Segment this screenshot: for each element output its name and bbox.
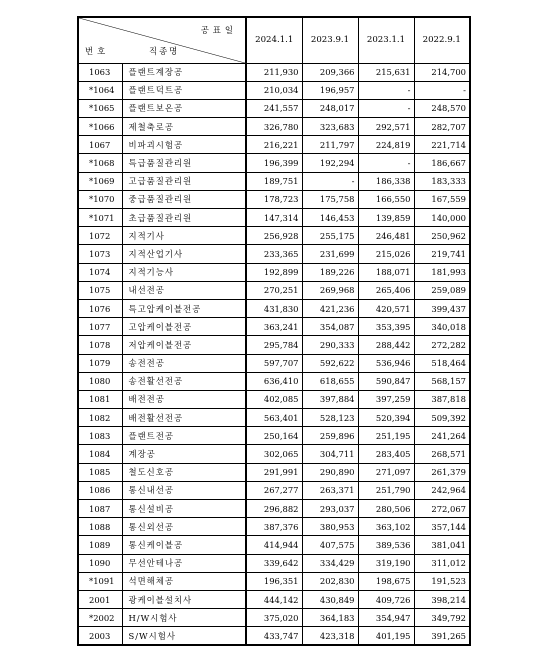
job-name-cell: 초급품질관리원 — [122, 209, 246, 227]
job-code-cell: 1090 — [78, 554, 122, 572]
table-row — [78, 154, 470, 172]
table-row — [78, 445, 470, 463]
wage-value-cell: 224,819 — [358, 136, 414, 154]
wage-value-cell: 304,711 — [302, 445, 358, 463]
job-name-cell: 통신내선공 — [122, 481, 246, 499]
wage-value-cell: 292,571 — [358, 118, 414, 136]
table-row — [78, 172, 470, 190]
wage-value-cell: 349,792 — [414, 609, 470, 627]
wage-value-cell: 251,195 — [358, 427, 414, 445]
wage-value-cell: 326,780 — [246, 118, 302, 136]
job-name-cell: 특급품질관리원 — [122, 154, 246, 172]
table-row — [78, 518, 470, 536]
wage-value-cell: 139,859 — [358, 209, 414, 227]
job-name-cell: 고압케이블전공 — [122, 318, 246, 336]
wage-value-cell: 339,642 — [246, 554, 302, 572]
job-code-cell: 1084 — [78, 445, 122, 463]
wage-value-cell: 221,714 — [414, 136, 470, 154]
job-name-cell: 플랜트보온공 — [122, 99, 246, 117]
job-code-cell: 1076 — [78, 299, 122, 317]
wage-value-cell: 250,962 — [414, 227, 470, 245]
wage-value-cell: 290,333 — [302, 336, 358, 354]
job-name-cell: 지적산업기사 — [122, 245, 246, 263]
wage-value-cell: 414,944 — [246, 536, 302, 554]
job-name-cell: 송전전공 — [122, 354, 246, 372]
table-row — [78, 481, 470, 499]
job-code-cell: 1067 — [78, 136, 122, 154]
wage-value-cell: 387,818 — [414, 390, 470, 408]
wage-value-cell: 167,559 — [414, 190, 470, 208]
job-code-cell: 1085 — [78, 463, 122, 481]
job-code-cell: 2001 — [78, 590, 122, 608]
header-row — [78, 17, 470, 63]
job-name-cell: 저압케이블전공 — [122, 336, 246, 354]
wage-value-cell: 340,018 — [414, 318, 470, 336]
wage-value-cell: 397,259 — [358, 390, 414, 408]
wage-value-cell: 402,085 — [246, 390, 302, 408]
wage-value-cell: 423,318 — [302, 627, 358, 645]
job-name-cell: 고급품질관리원 — [122, 172, 246, 190]
date-header: 2023.1.1 — [358, 17, 414, 63]
wage-value-cell: 186,338 — [358, 172, 414, 190]
wage-value-cell: 311,012 — [414, 554, 470, 572]
wage-value-cell: 590,847 — [358, 372, 414, 390]
job-name-cell: 통신외선공 — [122, 518, 246, 536]
wage-value-cell: 192,899 — [246, 263, 302, 281]
wage-value-cell: 520,394 — [358, 409, 414, 427]
table-row — [78, 627, 470, 645]
wage-value-cell: 251,790 — [358, 481, 414, 499]
wage-value-cell: 181,993 — [414, 263, 470, 281]
wage-table — [77, 16, 471, 646]
job-name-cell: S/W시험사 — [122, 627, 246, 645]
job-code-cell: *1068 — [78, 154, 122, 172]
job-code-cell: 1074 — [78, 263, 122, 281]
wage-value-cell: 291,991 — [246, 463, 302, 481]
wage-value-cell: 216,221 — [246, 136, 302, 154]
wage-value-cell: 302,065 — [246, 445, 302, 463]
job-code-cell: 1089 — [78, 536, 122, 554]
job-name-cell: 중급품질관리원 — [122, 190, 246, 208]
wage-value-cell: 399,437 — [414, 299, 470, 317]
job-code-cell: 1078 — [78, 336, 122, 354]
job-code-cell: 1083 — [78, 427, 122, 445]
wage-value-cell: 265,406 — [358, 281, 414, 299]
table-row — [78, 354, 470, 372]
table-row — [78, 372, 470, 390]
wage-value-cell: 263,371 — [302, 481, 358, 499]
table-row — [78, 227, 470, 245]
job-name-cell: 플랜트덕트공 — [122, 81, 246, 99]
job-name-cell: 플랜트계장공 — [122, 63, 246, 81]
wage-value-cell: 391,265 — [414, 627, 470, 645]
wage-value-cell: 215,026 — [358, 245, 414, 263]
wage-value-cell: 398,214 — [414, 590, 470, 608]
wage-value-cell: 357,144 — [414, 518, 470, 536]
table-row — [78, 609, 470, 627]
wage-value-cell: 563,401 — [246, 409, 302, 427]
job-code-cell: 1081 — [78, 390, 122, 408]
wage-value-cell: 248,570 — [414, 99, 470, 117]
wage-value-cell: 430,849 — [302, 590, 358, 608]
wage-value-cell: 568,157 — [414, 372, 470, 390]
wage-value-cell: 255,175 — [302, 227, 358, 245]
wage-value-cell: 280,506 — [358, 500, 414, 518]
job-name-cell: 광케이블설치사 — [122, 590, 246, 608]
wage-value-cell: 409,726 — [358, 590, 414, 608]
date-header: 2022.9.1 — [414, 17, 470, 63]
job-name-column-label: 직종명 — [149, 45, 180, 56]
wage-value-cell: 246,481 — [358, 227, 414, 245]
wage-value-cell: 196,957 — [302, 81, 358, 99]
wage-value-cell: 267,277 — [246, 481, 302, 499]
wage-value-cell: 259,896 — [302, 427, 358, 445]
wage-value-cell: 363,241 — [246, 318, 302, 336]
table-row — [78, 81, 470, 99]
wage-value-cell: 334,429 — [302, 554, 358, 572]
wage-value-cell: - — [302, 172, 358, 190]
job-code-cell: *1066 — [78, 118, 122, 136]
job-code-cell: 1088 — [78, 518, 122, 536]
wage-value-cell: 636,410 — [246, 372, 302, 390]
wage-value-cell: 387,376 — [246, 518, 302, 536]
wage-value-cell: 231,699 — [302, 245, 358, 263]
table-row — [78, 590, 470, 608]
code-column-label: 번호 — [85, 45, 110, 56]
wage-value-cell: 242,964 — [414, 481, 470, 499]
job-code-cell: *1069 — [78, 172, 122, 190]
table-body — [78, 63, 470, 645]
job-code-cell: *1071 — [78, 209, 122, 227]
wage-value-cell: 186,667 — [414, 154, 470, 172]
job-code-cell: 1073 — [78, 245, 122, 263]
table-row — [78, 318, 470, 336]
job-name-cell: 철도신호공 — [122, 463, 246, 481]
table-row — [78, 281, 470, 299]
wage-value-cell: 175,758 — [302, 190, 358, 208]
wage-value-cell: 592,622 — [302, 354, 358, 372]
table-row — [78, 299, 470, 317]
job-name-cell: 송전활선전공 — [122, 372, 246, 390]
job-name-cell: 무선안테나공 — [122, 554, 246, 572]
wage-value-cell: 270,251 — [246, 281, 302, 299]
wage-value-cell: 354,087 — [302, 318, 358, 336]
table-row — [78, 554, 470, 572]
wage-value-cell: 241,557 — [246, 99, 302, 117]
job-code-cell: 1063 — [78, 63, 122, 81]
announce-date-label: 공표일 — [200, 25, 237, 35]
job-code-cell: 1082 — [78, 409, 122, 427]
job-name-cell: 제철축로공 — [122, 118, 246, 136]
table-row — [78, 63, 470, 81]
job-name-cell: 특고압케이블전공 — [122, 299, 246, 317]
job-name-cell: 내선전공 — [122, 281, 246, 299]
wage-value-cell: - — [414, 81, 470, 99]
table-row — [78, 500, 470, 518]
wage-value-cell: - — [358, 81, 414, 99]
wage-value-cell: 420,571 — [358, 299, 414, 317]
job-code-cell: 1079 — [78, 354, 122, 372]
wage-value-cell: 354,947 — [358, 609, 414, 627]
wage-value-cell: 261,379 — [414, 463, 470, 481]
wage-value-cell: 178,723 — [246, 190, 302, 208]
wage-value-cell: 363,102 — [358, 518, 414, 536]
job-code-cell: *1091 — [78, 572, 122, 590]
wage-value-cell: 198,675 — [358, 572, 414, 590]
job-name-cell: 배전전공 — [122, 390, 246, 408]
job-name-cell: 지적기능사 — [122, 263, 246, 281]
job-code-cell: 1087 — [78, 500, 122, 518]
wage-value-cell: 319,190 — [358, 554, 414, 572]
wage-value-cell: 196,351 — [246, 572, 302, 590]
wage-value-cell: 282,707 — [414, 118, 470, 136]
wage-value-cell: 597,707 — [246, 354, 302, 372]
table-row — [78, 463, 470, 481]
wage-value-cell: 259,089 — [414, 281, 470, 299]
table-row — [78, 536, 470, 554]
wage-value-cell: 268,571 — [414, 445, 470, 463]
job-code-cell: *2002 — [78, 609, 122, 627]
table-row — [78, 336, 470, 354]
wage-value-cell: 509,392 — [414, 409, 470, 427]
wage-value-cell: 431,830 — [246, 299, 302, 317]
job-name-cell: 통신케이블공 — [122, 536, 246, 554]
wage-value-cell: 323,683 — [302, 118, 358, 136]
job-code-cell: 2003 — [78, 627, 122, 645]
wage-value-cell: 290,890 — [302, 463, 358, 481]
wage-value-cell: 375,020 — [246, 609, 302, 627]
wage-value-cell: 421,236 — [302, 299, 358, 317]
job-code-cell: 1075 — [78, 281, 122, 299]
job-code-cell: 1072 — [78, 227, 122, 245]
wage-value-cell: 192,294 — [302, 154, 358, 172]
wage-value-cell: 380,953 — [302, 518, 358, 536]
wage-value-cell: 271,097 — [358, 463, 414, 481]
job-code-cell: *1065 — [78, 99, 122, 117]
job-name-cell: 플랜트전공 — [122, 427, 246, 445]
wage-value-cell: 288,442 — [358, 336, 414, 354]
wage-value-cell: 283,405 — [358, 445, 414, 463]
wage-value-cell: 183,333 — [414, 172, 470, 190]
wage-value-cell: 295,784 — [246, 336, 302, 354]
wage-value-cell: 140,000 — [414, 209, 470, 227]
wage-value-cell: 401,195 — [358, 627, 414, 645]
wage-value-cell: 389,536 — [358, 536, 414, 554]
wage-value-cell: 518,464 — [414, 354, 470, 372]
wage-value-cell: 433,747 — [246, 627, 302, 645]
wage-value-cell: 215,631 — [358, 63, 414, 81]
job-name-cell: 계장공 — [122, 445, 246, 463]
table-row — [78, 99, 470, 117]
wage-value-cell: 364,183 — [302, 609, 358, 627]
table-row — [78, 390, 470, 408]
job-name-cell: 배전활선전공 — [122, 409, 246, 427]
wage-value-cell: 191,523 — [414, 572, 470, 590]
table-row — [78, 209, 470, 227]
wage-value-cell: 211,797 — [302, 136, 358, 154]
job-name-cell: 지적기사 — [122, 227, 246, 245]
table-row — [78, 409, 470, 427]
wage-value-cell: 210,034 — [246, 81, 302, 99]
wage-value-cell: 196,399 — [246, 154, 302, 172]
wage-value-cell: 353,395 — [358, 318, 414, 336]
job-code-cell: 1086 — [78, 481, 122, 499]
job-name-cell: H/W시험사 — [122, 609, 246, 627]
wage-value-cell: 214,700 — [414, 63, 470, 81]
table-row — [78, 118, 470, 136]
wage-value-cell: 189,751 — [246, 172, 302, 190]
wage-value-cell: 397,884 — [302, 390, 358, 408]
job-code-cell: *1064 — [78, 81, 122, 99]
wage-value-cell: 444,142 — [246, 590, 302, 608]
job-name-cell: 석면해체공 — [122, 572, 246, 590]
job-code-cell: 1080 — [78, 372, 122, 390]
wage-value-cell: 147,314 — [246, 209, 302, 227]
wage-value-cell: 536,946 — [358, 354, 414, 372]
wage-value-cell: 618,655 — [302, 372, 358, 390]
table-row — [78, 190, 470, 208]
table-row — [78, 572, 470, 590]
wage-value-cell: 211,930 — [246, 63, 302, 81]
job-name-cell: 비파괴시험공 — [122, 136, 246, 154]
wage-value-cell: 256,928 — [246, 227, 302, 245]
wage-value-cell: - — [358, 99, 414, 117]
wage-value-cell: 293,037 — [302, 500, 358, 518]
table-row — [78, 427, 470, 445]
table-row — [78, 136, 470, 154]
wage-value-cell: 269,968 — [302, 281, 358, 299]
wage-value-cell: 209,366 — [302, 63, 358, 81]
wage-value-cell: 233,365 — [246, 245, 302, 263]
wage-value-cell: 250,164 — [246, 427, 302, 445]
wage-value-cell: 272,282 — [414, 336, 470, 354]
wage-value-cell: 189,226 — [302, 263, 358, 281]
wage-value-cell: 166,550 — [358, 190, 414, 208]
wage-value-cell: 219,741 — [414, 245, 470, 263]
job-code-cell: 1077 — [78, 318, 122, 336]
date-header: 2024.1.1 — [246, 17, 302, 63]
job-name-cell: 통신설비공 — [122, 500, 246, 518]
wage-value-cell: 381,041 — [414, 536, 470, 554]
wage-value-cell: 272,067 — [414, 500, 470, 518]
job-code-cell: *1070 — [78, 190, 122, 208]
wage-value-cell: 296,882 — [246, 500, 302, 518]
wage-value-cell: 146,453 — [302, 209, 358, 227]
wage-value-cell: 202,830 — [302, 572, 358, 590]
table-row — [78, 245, 470, 263]
table-row — [78, 263, 470, 281]
wage-value-cell: - — [358, 154, 414, 172]
wage-value-cell: 248,017 — [302, 99, 358, 117]
wage-value-cell: 528,123 — [302, 409, 358, 427]
wage-value-cell: 407,575 — [302, 536, 358, 554]
wage-value-cell: 188,071 — [358, 263, 414, 281]
date-header: 2023.9.1 — [302, 17, 358, 63]
wage-value-cell: 241,264 — [414, 427, 470, 445]
header-diagonal-cell — [78, 17, 246, 63]
